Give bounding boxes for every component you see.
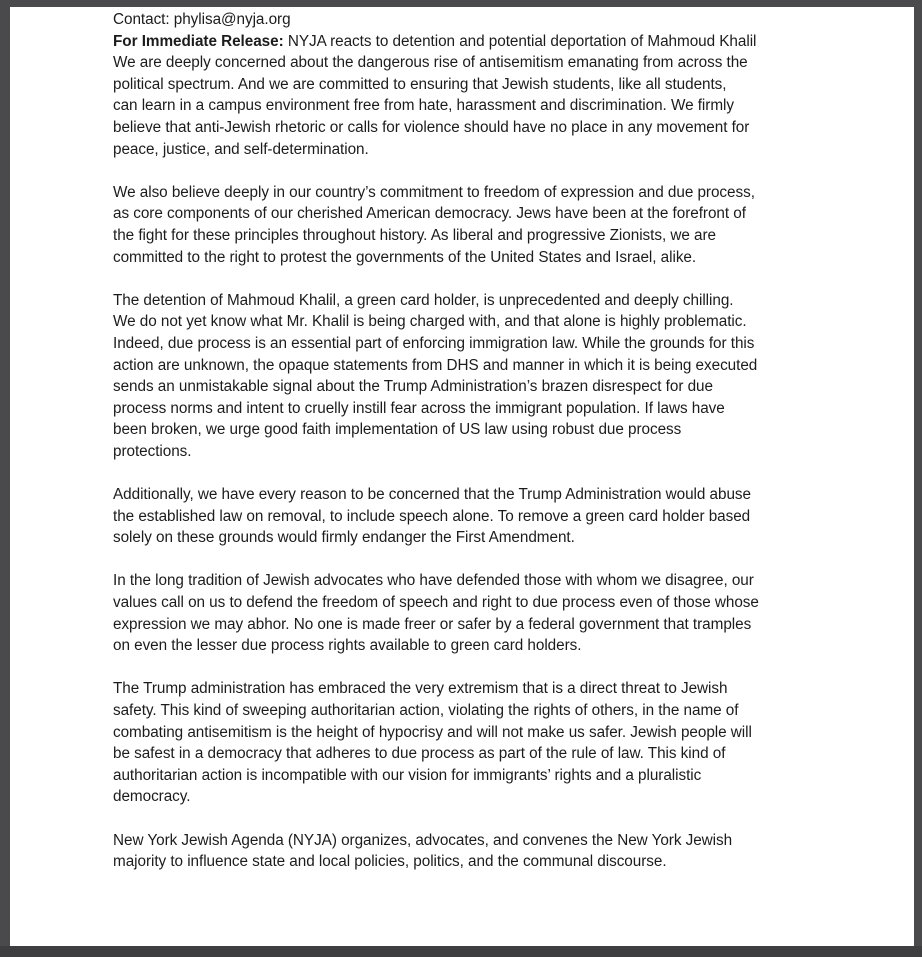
paragraph-line: been broken, we urge good faith implementation of US law using robust due process bbox=[113, 421, 682, 439]
paragraph-line: sends an unmistakable signal about the Trump Administration’s brazen disrespect for due bbox=[113, 378, 713, 396]
paragraph-line: solely on these grounds would firmly endanger the First Amendment. bbox=[113, 529, 575, 547]
paragraph-line: The detention of Mahmoud Khalil, a green card holder, is unprecedented and deeply chilling. bbox=[113, 291, 734, 309]
release-label: For Immediate Release: bbox=[113, 32, 284, 50]
paragraph-line: Additionally, we have every reason to be concerned that the Trump Administration would abuse bbox=[113, 486, 751, 504]
paragraph-line: values call on us to defend the freedom of speech and right to due process even of those whose bbox=[113, 594, 759, 612]
document-page bbox=[10, 7, 914, 946]
release-title: NYJA reacts to detention and potential deportation of Mahmoud Khalil bbox=[283, 32, 757, 50]
paragraph-line: We do not yet know what Mr. Khalil is being charged with, and that alone is highly problematic. bbox=[113, 313, 747, 331]
paragraph-line: the established law on removal, to include speech alone. To remove a green card holder based bbox=[113, 507, 751, 525]
paragraph-line: the fight for these principles throughout history. As liberal and progressive Zionists, we are bbox=[113, 226, 716, 244]
paragraph-line: as core components of our cherished American democracy. Jews have been at the forefront of bbox=[113, 205, 746, 223]
paragraph-line: political spectrum. And we are committed to ensuring that Jewish students, like all students, bbox=[113, 75, 727, 93]
paragraph-line: believe that anti-Jewish rhetoric or calls for violence should have no place in any movement for bbox=[113, 118, 750, 136]
paragraph-line: protections. bbox=[113, 442, 192, 460]
paragraph-line: democracy. bbox=[113, 788, 191, 806]
paragraph-removal-law bbox=[113, 484, 833, 549]
paragraph-line: can learn in a campus environment free from hate, harassment and discrimination. We firmly bbox=[113, 97, 734, 115]
paragraph-line: be safest in a democracy that adheres to due process as part of the rule of law. This kind of bbox=[113, 745, 726, 763]
paragraph-detention bbox=[113, 290, 833, 463]
paragraph-line: combating antisemitism is the height of hypocrisy and will not make us safer. Jewish people will bbox=[113, 723, 752, 741]
paragraph-freedom-of-expression bbox=[113, 182, 833, 268]
paragraph-line: In the long tradition of Jewish advocates who have defended those with whom we disagree, our bbox=[113, 572, 754, 590]
paragraph-antisemitism-concern bbox=[113, 52, 833, 160]
paragraph-line: peace, justice, and self-determination. bbox=[113, 140, 369, 158]
paragraph-line: on even the lesser due process rights available to green card holders. bbox=[113, 637, 582, 655]
contact-line: Contact: phylisa@nyja.org bbox=[113, 11, 291, 28]
paragraph-line: expression we may abhor. No one is made freer or safer by a federal government that tramples bbox=[113, 615, 752, 633]
paragraph-about-nyja bbox=[113, 830, 833, 873]
release-headline bbox=[113, 31, 833, 53]
paragraph-line: committed to the right to protest the governments of the United States and Israel, alike. bbox=[113, 248, 697, 266]
paragraph-line: safety. This kind of sweeping authoritarian action, violating the rights of others, in the name of bbox=[113, 702, 739, 719]
paragraph-line: majority to influence state and local policies, politics, and the communal discourse. bbox=[113, 853, 667, 871]
paragraph-line: process norms and intent to cruelly instill fear across the immigrant population. If laws have bbox=[113, 399, 725, 417]
paragraph-line: Indeed, due process is an essential part of enforcing immigration law. While the grounds for this bbox=[113, 334, 755, 352]
paragraph-line: We are deeply concerned about the dangerous rise of antisemitism emanating from across the bbox=[113, 54, 748, 72]
press-release-body bbox=[113, 9, 833, 873]
paragraph-trump-administration bbox=[113, 678, 833, 808]
paragraph-line: authoritarian action is incompatible with our vision for immigrants’ rights and a pluralistic bbox=[113, 766, 702, 784]
paragraph-line: We also believe deeply in our country’s commitment to freedom of expression and due process, bbox=[113, 183, 755, 201]
bottom-edge bbox=[0, 946, 922, 957]
paragraph-line: action are unknown, the opaque statements from DHS and manner in which it is being executed bbox=[113, 356, 758, 374]
paragraph-line: The Trump administration has embraced the very extremism that is a direct threat to Jewish bbox=[113, 680, 728, 698]
paragraph-line: New York Jewish Agenda (NYJA) organizes, advocates, and convenes the New York Jewish bbox=[113, 831, 733, 849]
paragraph-jewish-advocates bbox=[113, 570, 833, 656]
